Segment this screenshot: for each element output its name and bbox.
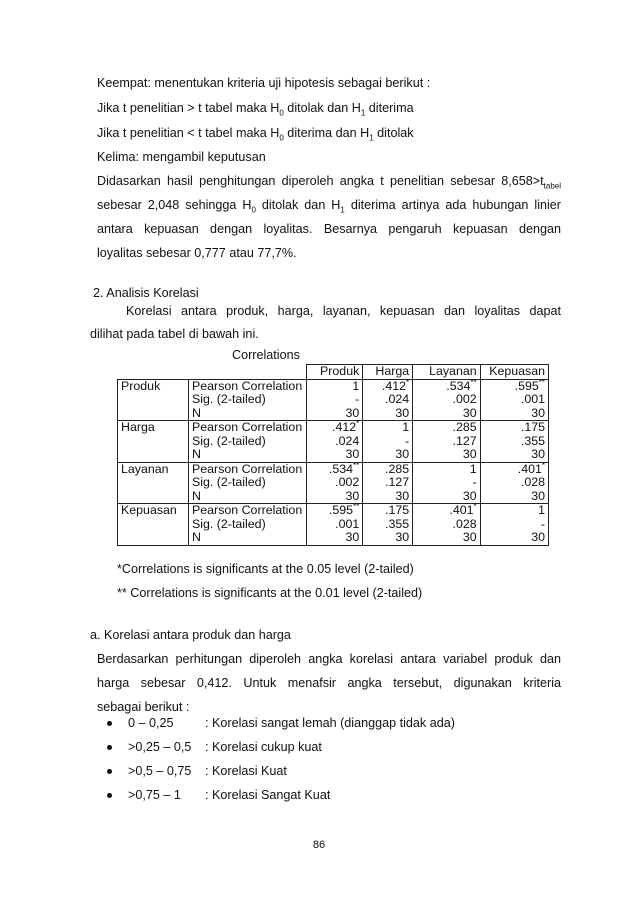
section-heading-korelasi: 2. Analisis Korelasi: [93, 286, 199, 300]
subscript-h0: 0: [251, 205, 256, 215]
cell-value: -: [405, 433, 410, 448]
correlations-table: [117, 364, 549, 546]
criteria-description: : Korelasi Kuat: [205, 764, 287, 778]
cell-value: .127: [452, 433, 477, 448]
cell-value: 30: [531, 405, 545, 420]
cell-value: .285: [385, 461, 410, 476]
cell-value: 30: [462, 447, 477, 461]
cell-value: 30: [345, 447, 360, 461]
stat-label: N: [192, 447, 201, 461]
significance-marker: **: [470, 377, 477, 387]
para-rule-1: [97, 100, 414, 116]
subsection-line-1: Berdasarkan perhitungan diperoleh angka korelasi antara variabel produk dan: [97, 652, 561, 666]
cell-value: .001: [520, 392, 545, 406]
subscript-h0: 0: [279, 108, 284, 118]
row-stat-labels: [189, 379, 307, 421]
cell-value: .024: [385, 392, 410, 406]
table-header-row: [118, 365, 549, 380]
stat-label: Sig. (2-tailed): [192, 433, 266, 448]
significance-marker: *: [541, 460, 545, 470]
cell-value: 30: [462, 530, 477, 544]
stat-label: N: [192, 488, 201, 503]
correlation-cell: [413, 421, 480, 463]
subsection-line-2: harga sebesar 0,412. Untuk menafsir angka tersebut, digunakan kriteria: [97, 676, 561, 690]
bullet-icon: [107, 721, 112, 726]
correlation-cell: [363, 462, 413, 504]
cell-value: .028: [520, 475, 545, 489]
cell-value: .401*: [517, 460, 545, 476]
significance-marker: *: [473, 501, 477, 511]
para-rule-2: [97, 125, 414, 141]
page-number: 86: [312, 839, 326, 851]
subsection-heading: a. Korelasi antara produk dan harga: [90, 628, 291, 642]
cell-value: 30: [531, 447, 545, 461]
rule-2-text-c: ditolak: [373, 126, 414, 140]
criteria-range: >0,25 – 0,5: [128, 740, 192, 754]
header-blank: [118, 365, 189, 380]
cell-value: 30: [345, 405, 360, 420]
cell-value: .595**: [514, 377, 545, 393]
significance-marker: **: [538, 377, 545, 387]
stat-label: N: [192, 405, 201, 420]
row-stat-labels: [189, 462, 307, 504]
row-variable-name: Harga: [118, 421, 189, 463]
table-body: [118, 379, 549, 545]
cell-value: 1: [538, 503, 545, 517]
correlation-cell: [307, 379, 363, 421]
correlation-cell: [413, 501, 480, 546]
table-row: [118, 504, 549, 546]
cell-value: .002: [335, 475, 360, 489]
criteria-description: : Korelasi sangat lemah (dianggap tidak ada): [205, 716, 455, 730]
cell-value: 30: [531, 488, 545, 503]
header-harga: Harga: [363, 365, 413, 380]
cell-value: .355: [520, 433, 545, 448]
table-row: [118, 462, 549, 504]
correlation-cell: [363, 379, 413, 421]
cell-value: 30: [345, 530, 360, 544]
cell-value: 30: [462, 405, 477, 420]
criteria-range: >0,75 – 1: [128, 788, 181, 802]
bullet-icon: [107, 793, 112, 798]
significance-marker: *: [356, 418, 360, 428]
para-result-line-1: [97, 173, 561, 189]
cell-value: .534**: [446, 377, 477, 393]
criteria-range: 0 – 0,25: [128, 716, 174, 730]
result-line-2-c: diterima artinya ada hubungan linier: [344, 198, 562, 212]
cell-value: .285: [452, 420, 477, 434]
table-row: [118, 379, 549, 421]
para-kelima: Kelima: mengambil keputusan: [97, 150, 266, 164]
cell-value: 30: [395, 447, 410, 461]
criteria-description: : Korelasi Sangat Kuat: [205, 788, 331, 802]
para-keempat: Keempat: menentukan kriteria uji hipotesis sebagai berikut :: [97, 76, 431, 90]
cell-value: .595**: [328, 501, 360, 517]
table-note-001: ** Correlations is significants at the 0.01 level (2-tailed): [117, 586, 423, 600]
row-variable-name: Kepuasan: [118, 504, 189, 546]
result-line-2-a: sebesar 2,048 sehingga H: [97, 198, 252, 212]
header-blank: [189, 365, 307, 380]
result-text: Didasarkan hasil penghitungan diperoleh angka t penelitian sebesar 8,658>t: [97, 174, 544, 188]
significance-marker: *: [406, 377, 410, 387]
cell-value: .028: [452, 516, 477, 531]
subscript-h1: 1: [340, 205, 345, 215]
criteria-range: >0,5 – 0,75: [128, 764, 192, 778]
cell-value: .401*: [449, 501, 477, 517]
header-produk: Produk: [307, 365, 363, 380]
header-kepuasan: Kepuasan: [480, 365, 548, 380]
cell-value: .175: [520, 420, 545, 434]
subscript-h0: 0: [279, 133, 284, 143]
rule-1-text-c: diterima: [365, 101, 414, 115]
stat-label: Pearson Correlation: [192, 420, 303, 434]
cell-value: 1: [352, 378, 360, 393]
correlation-cell: [480, 504, 548, 546]
cell-value: .002: [452, 392, 477, 406]
rule-2-text-b: diterima dan H: [283, 126, 370, 140]
para-result-line-3: antara kepuasan dengan loyalitas. Besarnya pengaruh kepuasan dengan: [97, 222, 561, 236]
stat-label: Sig. (2-tailed): [192, 516, 266, 531]
stat-label: Pearson Correlation: [192, 503, 303, 517]
cell-value: 1: [469, 461, 477, 476]
cell-value: .412*: [332, 418, 360, 434]
rule-1-text-b: ditolak dan H: [283, 101, 361, 115]
significance-marker: **: [353, 501, 360, 511]
stat-label: N: [192, 530, 201, 544]
cell-value: .001: [335, 516, 360, 531]
subscript-tabel: tabel: [543, 181, 561, 191]
row-variable-name: Produk: [118, 379, 189, 421]
cell-value: -: [540, 516, 545, 531]
cell-value: 30: [345, 488, 360, 503]
row-variable-name: Layanan: [118, 462, 189, 504]
para-result-line-2: [97, 197, 561, 213]
significance-marker: **: [353, 460, 360, 470]
cell-value: -: [355, 392, 360, 406]
correlation-cell: [363, 421, 413, 463]
cell-value: .534**: [328, 460, 360, 476]
cell-value: .355: [385, 516, 410, 531]
correlation-cell: [413, 462, 480, 504]
correlation-cell: [363, 504, 413, 546]
cell-value: -: [472, 475, 477, 489]
row-stat-labels: [189, 421, 307, 463]
subscript-h1: 1: [369, 133, 374, 143]
cell-value: 30: [395, 530, 410, 544]
stat-label: Sig. (2-tailed): [192, 392, 266, 406]
rule-2-text-a: Jika t penelitian < t tabel maka H: [97, 126, 280, 140]
table-note-005: *Correlations is significants at the 0.05 level (2-tailed): [117, 562, 414, 576]
cell-value: 30: [395, 405, 410, 420]
cell-value: .175: [385, 503, 410, 517]
rule-1-text-a: Jika t penelitian > t tabel maka H: [97, 101, 280, 115]
subsection-line-3: sebagai berikut :: [97, 700, 190, 714]
cell-value: 30: [531, 530, 545, 544]
row-stat-labels: [189, 504, 307, 546]
cell-value: .412*: [381, 377, 410, 393]
correlation-cell: [480, 462, 548, 504]
result-line-2-b: ditolak dan H: [255, 198, 341, 212]
cell-value: .127: [385, 475, 410, 489]
stat-label: Sig. (2-tailed): [192, 475, 266, 489]
correlation-cell: [307, 462, 363, 504]
cell-value: 30: [395, 488, 410, 503]
header-layanan: Layanan: [413, 365, 480, 380]
criteria-description: : Korelasi cukup kuat: [205, 740, 322, 754]
section-intro-line-1: Korelasi antara produk, harga, layanan, kepuasan dan loyalitas dapat: [126, 304, 561, 318]
cell-value: .024: [335, 433, 360, 448]
stat-label: Pearson Correlation: [192, 461, 303, 476]
stat-label: Pearson Correlation: [192, 378, 303, 393]
correlation-cell: [307, 501, 363, 546]
correlation-cell: [307, 418, 363, 463]
table-title: Correlations: [232, 348, 300, 362]
bullet-icon: [107, 745, 112, 750]
bullet-icon: [107, 769, 112, 774]
cell-value: 1: [402, 420, 410, 434]
correlation-cell: [480, 379, 548, 421]
correlation-cell: [413, 379, 480, 421]
table-row: [118, 421, 549, 463]
para-result-line-4: loyalitas sebesar 0,777 atau 77,7%.: [97, 246, 297, 260]
subscript-h1: 1: [360, 108, 366, 118]
correlation-cell: [480, 421, 548, 463]
section-intro-line-2: dilihat pada tabel di bawah ini.: [90, 327, 259, 341]
cell-value: 30: [462, 488, 477, 503]
